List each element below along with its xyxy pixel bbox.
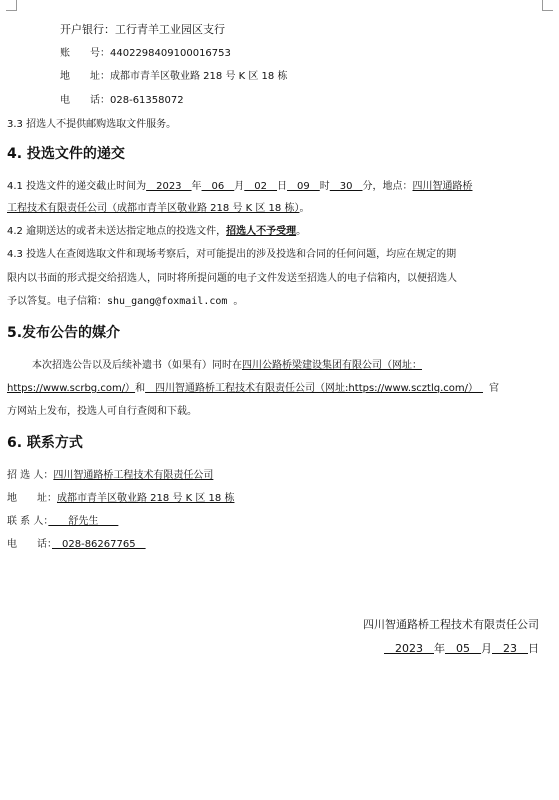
contact-row-tenderer bbox=[7, 469, 213, 483]
official-text: 官 bbox=[488, 383, 499, 394]
deadline-month: 06 bbox=[201, 181, 235, 192]
clause-4-3-line3 bbox=[7, 295, 243, 309]
publisher-1-url[interactable]: https://www.scrbg.com/） bbox=[7, 383, 136, 394]
bank-address-value: 成都市青羊区敬业路 218 号 K 区 18 栋 bbox=[110, 71, 288, 82]
crop-mark-top-right bbox=[542, 0, 553, 11]
bank-phone-row bbox=[60, 94, 184, 108]
deadline-year: 2023 bbox=[146, 181, 192, 192]
account-value: 4402298409100016753 bbox=[110, 48, 231, 59]
period: 。 bbox=[299, 203, 310, 214]
announce-text: 本次招选公告以及后续补遗书（如果有）同时在 bbox=[32, 360, 242, 371]
place-part-1: 四川智通路桥 bbox=[412, 181, 473, 192]
month-char: 月 bbox=[234, 181, 245, 192]
clause-4-1-line1 bbox=[7, 180, 472, 194]
clause-4-2 bbox=[7, 225, 306, 239]
bank-address-row bbox=[60, 70, 287, 84]
and-text: 和 bbox=[135, 383, 146, 394]
place-part-2: 工程技术有限责任公司（成都市青羊区敬业路 218 号 K 区 18 栋） bbox=[7, 203, 300, 214]
publisher-1: 四川公路桥梁建设集团有限公司（网址： bbox=[242, 360, 422, 371]
clause-3-3: 3.3 招选人不提供邮购选取文件服务。 bbox=[7, 119, 177, 130]
contact-person-label: 联 系 人： bbox=[7, 516, 49, 527]
clause-4-2-text: 4.2 逾期送达的或者未送达指定地点的投选文件， bbox=[7, 226, 227, 237]
deadline-day: 02 bbox=[244, 181, 278, 192]
sign-year: 2023 bbox=[384, 642, 434, 655]
sign-day: 23 bbox=[492, 642, 528, 655]
deadline-minute: 30 bbox=[329, 181, 363, 192]
month-char: 月 bbox=[481, 642, 492, 655]
day-char: 日 bbox=[277, 181, 288, 192]
phone-value: 028-86267765 bbox=[52, 539, 146, 550]
bank-address-label: 地 址： bbox=[60, 71, 110, 82]
hour-char: 时 bbox=[319, 181, 330, 192]
section-6-heading: 6. 联系方式 bbox=[7, 435, 83, 451]
year-char: 年 bbox=[191, 181, 202, 192]
account-row bbox=[60, 47, 231, 61]
phone-label: 电 话： bbox=[7, 539, 52, 550]
address-label: 地 址： bbox=[7, 493, 57, 504]
bank-row bbox=[60, 23, 225, 37]
section-5-heading: 5.发布公告的媒介 bbox=[7, 325, 121, 341]
publisher-2[interactable]: 四川智通路桥工程技术有限责任公司（网址:https://www.scztlq.com/） bbox=[145, 383, 483, 394]
tenderer-value: 四川智通路桥工程技术有限责任公司 bbox=[53, 470, 214, 481]
clause-4-3-line1: 4.3 投选人在查阅选取文件和现场考察后，对可能提出的涉及投选和合同的任何问题，均应在规定的期 bbox=[7, 249, 457, 260]
clause-4-1-line2 bbox=[7, 202, 309, 216]
deadline-hour: 09 bbox=[287, 181, 320, 192]
not-accepted-text: 招选人不予受理 bbox=[226, 226, 297, 237]
signature-company: 四川智通路桥工程技术有限责任公司 bbox=[363, 618, 539, 631]
day-char: 日 bbox=[528, 642, 539, 655]
place-label: 分，地点： bbox=[362, 181, 413, 192]
bank-label: 开户银行： bbox=[60, 23, 115, 36]
section-5-line2 bbox=[7, 382, 499, 396]
email-address: shu_gang@foxmail.com 。 bbox=[107, 296, 244, 307]
section-5-line3: 方网站上发布，投选人可自行查阅和下载。 bbox=[7, 406, 197, 417]
account-label: 账 号： bbox=[60, 48, 110, 59]
contact-row-phone bbox=[7, 538, 146, 552]
period: 。 bbox=[296, 226, 307, 237]
contact-row-address bbox=[7, 492, 234, 506]
section-5-line1 bbox=[32, 359, 422, 373]
contact-row-person bbox=[7, 515, 118, 529]
clause-4-3-line2: 限内以书面的形式提交给招选人，同时将所提问题的电子文件发送至招选人的电子信箱内，以便招选人 bbox=[7, 273, 457, 284]
clause-4-1-text: 4.1 投选文件的递交截止时间为 bbox=[7, 181, 147, 192]
bank-phone-label: 电 话： bbox=[60, 95, 110, 106]
crop-mark-top-left bbox=[6, 0, 17, 11]
sign-month: 05 bbox=[445, 642, 481, 655]
year-char: 年 bbox=[434, 642, 445, 655]
section-4-heading: 4. 投选文件的递交 bbox=[7, 146, 125, 162]
bank-value: 工行青羊工业园区支行 bbox=[115, 23, 225, 36]
signature-date bbox=[384, 640, 539, 656]
contact-person-value: 舒先生 bbox=[48, 516, 119, 527]
address-value: 成都市青羊区敬业路 218 号 K 区 18 栋 bbox=[57, 493, 235, 504]
email-label: 予以答复。电子信箱： bbox=[7, 296, 107, 307]
tenderer-label: 招 选 人： bbox=[7, 470, 54, 481]
bank-phone-value: 028-61358072 bbox=[110, 95, 184, 106]
